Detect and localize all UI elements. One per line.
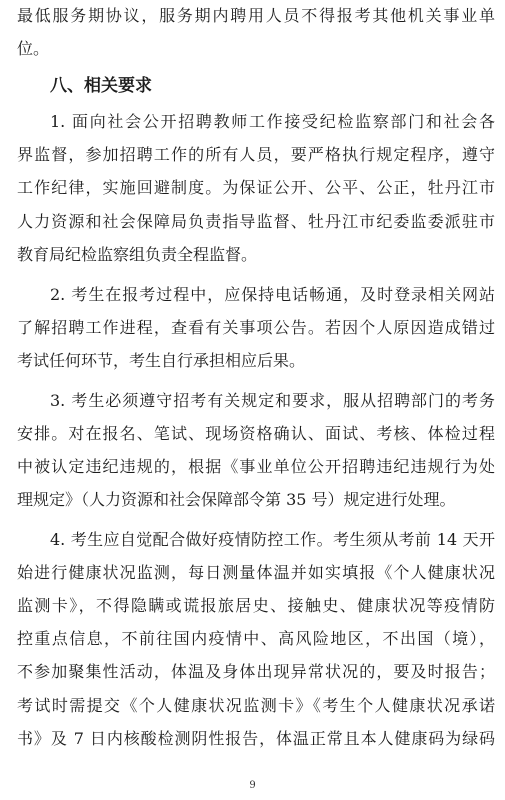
text-line: 安排。对在报名、笔试、现场资格确认、面试、考核、体检过程 — [17, 424, 495, 443]
paragraph-start: 3. 考生必须遵守招考有关规定和要求，服从招聘部门的考务 — [50, 391, 495, 410]
text-line: 了解招聘工作进程，查看有关事项公告。若因个人原因造成错过 — [17, 318, 495, 337]
text-line: 最低服务期协议，服务期内聘用人员不得报考其他机关事业单 — [17, 6, 495, 25]
text-line: 工作纪律，实施回避制度。为保证公开、公平、公正，牡丹江市 — [17, 178, 495, 197]
text-line: 始进行健康状况监测，每日测量体温并如实填报《个人健康状况 — [17, 563, 495, 582]
text-line: 控重点信息，不前往国内疫情中、高风险地区，不出国（境）， — [17, 629, 495, 648]
page-number: 9 — [249, 780, 256, 791]
text-line: 教育局纪检监察组负责全程监督。 — [17, 245, 258, 264]
text-line: 不参加聚集性活动，体温及身体出现异常状况的，要及时报告； — [17, 662, 495, 681]
text-line: 书》及 7 日内核酸检测阴性报告，体温正常且本人健康码为绿码 — [17, 729, 495, 748]
paragraph-start: 1. 面向社会公开招聘教师工作接受纪检监察部门和社会各 — [50, 112, 495, 131]
text-line: 中被认定违纪违规的，根据《事业单位公开招聘违纪违规行为处 — [17, 457, 495, 476]
text-line: 考试任何环节，考生自行承担相应后果。 — [17, 351, 306, 370]
text-line: 监测卡》，不得隐瞒或谎报旅居史、接触史、健康状况等疫情防 — [17, 596, 495, 615]
section-heading: 八、相关要求 — [50, 76, 152, 96]
text-line: 位。 — [17, 39, 50, 58]
paragraph-start: 4. 考生应自觉配合做好疫情防控工作。考生须从考前 14 天开 — [50, 530, 495, 549]
text-line: 考试时需提交《个人健康状况监测卡》《考生个人健康状况承诺 — [17, 696, 495, 715]
text-line: 理规定》（人力资源和社会保障部令第 35 号）规定进行处理。 — [17, 490, 456, 509]
text-line: 人力资源和社会保障局负责指导监督、牡丹江市纪委监委派驻市 — [17, 212, 495, 231]
text-line: 界监督，参加招聘工作的所有人员，要严格执行规定程序，遵守 — [17, 145, 495, 164]
paragraph-start: 2. 考生在报考过程中，应保持电话畅通，及时登录相关网站 — [50, 285, 495, 304]
